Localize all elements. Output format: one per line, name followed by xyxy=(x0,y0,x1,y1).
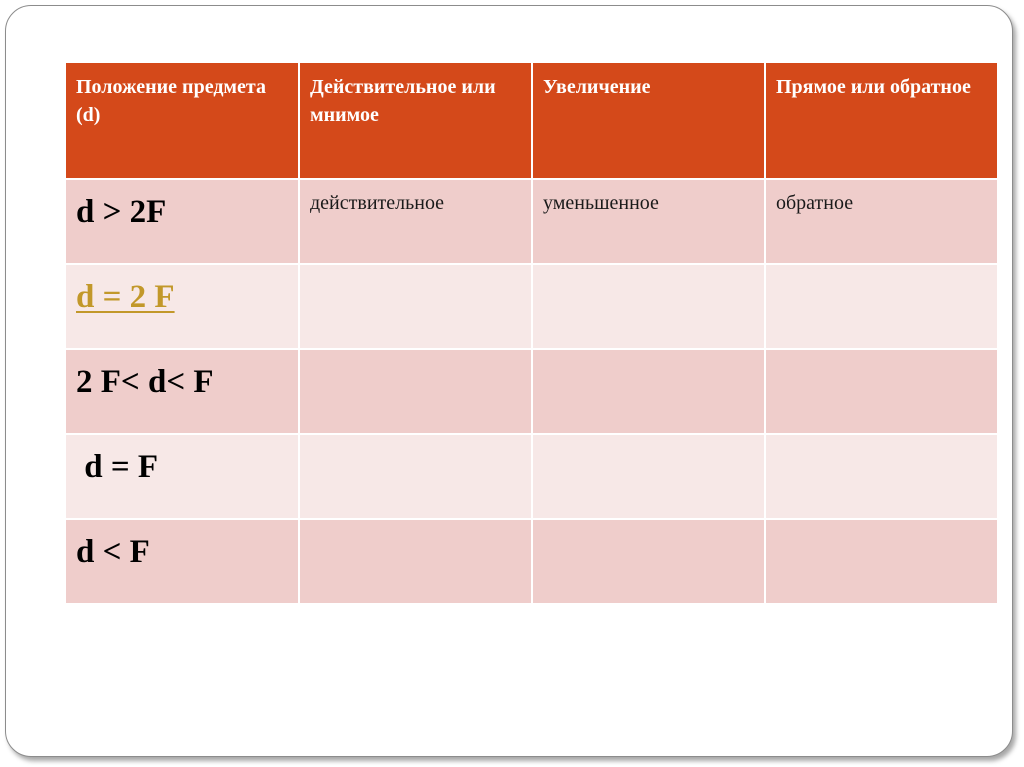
cell-orientation xyxy=(765,349,998,434)
cell-real-or-virtual xyxy=(299,349,532,434)
cell-real-or-virtual: действительное xyxy=(299,179,532,264)
table-row xyxy=(65,434,998,519)
table-header-row xyxy=(65,62,998,179)
cell-orientation xyxy=(765,264,998,349)
cell-real-or-virtual xyxy=(299,434,532,519)
cell-real-or-virtual xyxy=(299,264,532,349)
cell-magnification xyxy=(532,434,765,519)
cell-orientation xyxy=(765,519,998,604)
cell-real-or-virtual xyxy=(299,519,532,604)
cell-position-link[interactable]: d = 2 F xyxy=(65,264,299,349)
cell-position: d > 2F xyxy=(65,179,299,264)
cell-magnification xyxy=(532,349,765,434)
cell-magnification xyxy=(532,264,765,349)
table-row xyxy=(65,349,998,434)
header-magnification: Увеличение xyxy=(532,62,765,179)
cell-magnification xyxy=(532,519,765,604)
cell-magnification: уменьшенное xyxy=(532,179,765,264)
table-row xyxy=(65,264,998,349)
cell-position: d < F xyxy=(65,519,299,604)
slide-frame xyxy=(5,5,1013,757)
table-row xyxy=(65,179,998,264)
table xyxy=(64,61,999,605)
header-object-position: Положение предмета (d) xyxy=(65,62,299,179)
header-real-or-virtual: Действительное или мнимое xyxy=(299,62,532,179)
header-orientation: Прямое или обратное xyxy=(765,62,998,179)
lens-image-table xyxy=(64,61,997,605)
cell-orientation: обратное xyxy=(765,179,998,264)
table-row xyxy=(65,519,998,604)
cell-position: 2 F< d< F xyxy=(65,349,299,434)
cell-position: d = F xyxy=(65,434,299,519)
cell-orientation xyxy=(765,434,998,519)
